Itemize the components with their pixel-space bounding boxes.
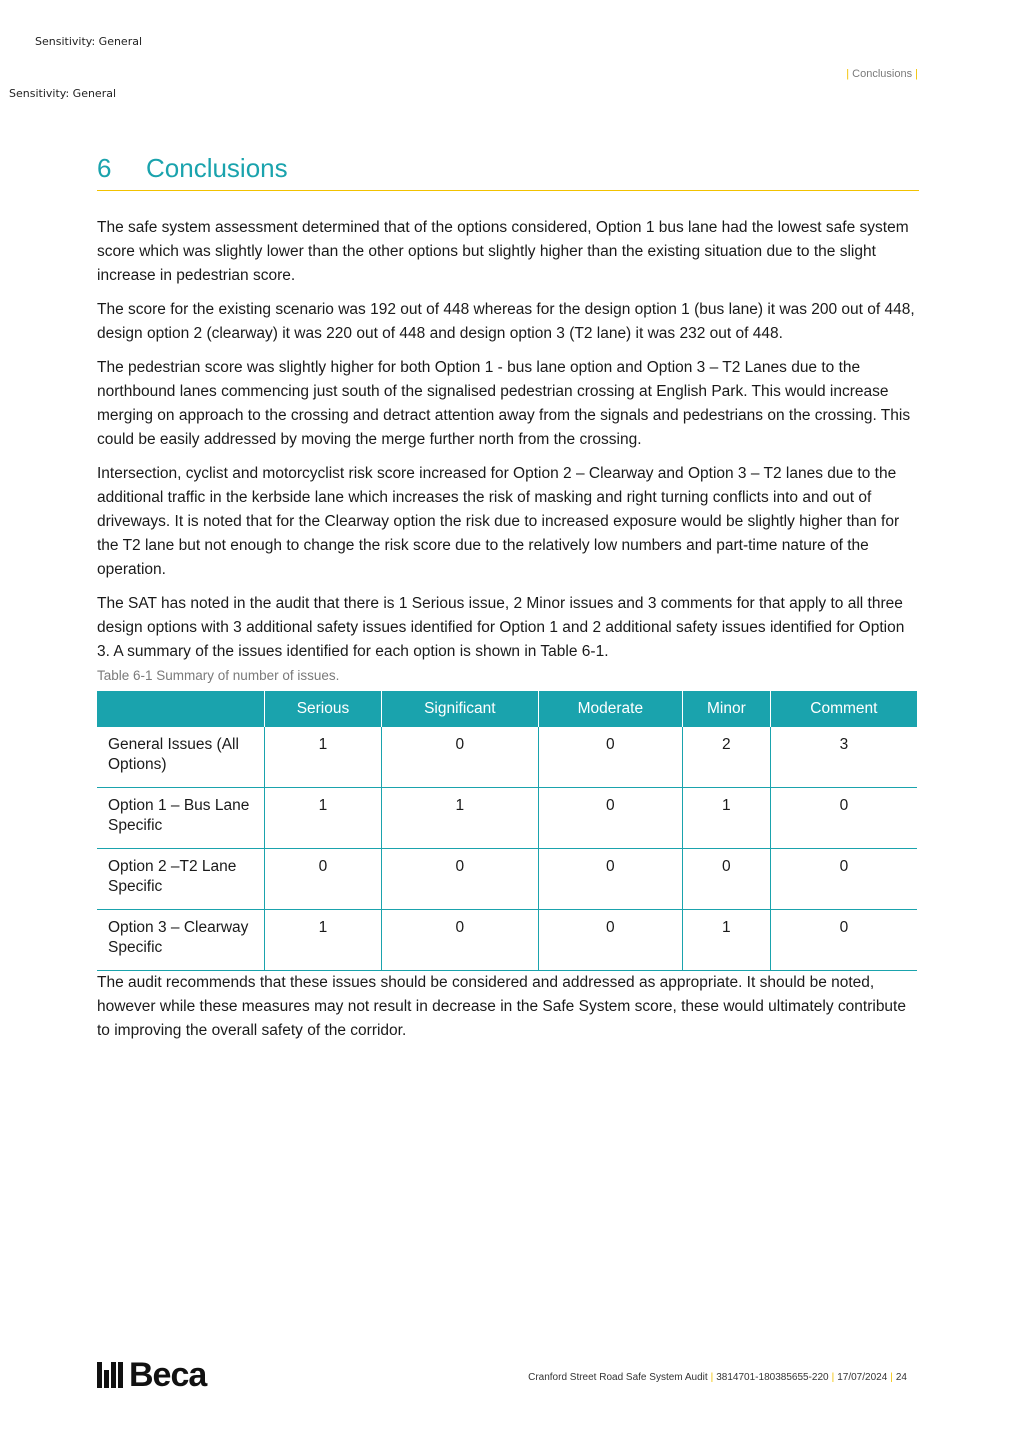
table-cell: 1 — [682, 910, 770, 971]
paragraph: The score for the existing scenario was 192 out of 448 whereas for the design option 1 (bus lane) it was 200 out of 448, design option 2 (clearway) it was 220 out of 448 and design option 3 (T2 lane) it was 232 out of 448. — [97, 301, 915, 342]
paragraph: The SAT has noted in the audit that there is 1 Serious issue, 2 Minor issues and 3 comments for that apply to all three design options with 3 additional safety issues identified for Option 1 and 2 additional safety issues identified for Option 3. A summary of the issues identified for each option is shown in Table 6-1. — [97, 595, 905, 660]
sensitivity-label-secondary: Sensitivity: General — [9, 87, 117, 100]
table-header-cell: Significant — [381, 691, 538, 727]
table-cell: 0 — [770, 788, 917, 849]
paragraph: Intersection, cyclist and motorcyclist risk score increased for Option 2 – Clearway and Option 3 – T2 lanes due to the additional traffic in the kerbside lane which increases the risk of masking and right turning conflicts into and out of driveways. It is noted that for the Clearway option the risk due to increased exposure would be slightly higher than for the T2 lane but not enough to change the risk score due to the relatively low numbers and part-time nature of the operation. — [97, 465, 900, 578]
table-cell: 2 — [682, 727, 770, 788]
table-cell: 0 — [682, 849, 770, 910]
footer-date: 17/07/2024 — [837, 1372, 888, 1383]
table-row — [97, 849, 917, 910]
table-cell: 1 — [265, 910, 382, 971]
closing-paragraph: The audit recommends that these issues should be considered and addressed as appropriate. It should be noted, however while these measures may not result in decrease in the Safe System score, these would ultimately contribute to improving the overall safety of the corridor. — [97, 974, 906, 1039]
table-header-row — [97, 691, 917, 727]
table-cell: 1 — [381, 788, 538, 849]
section-number: 6 — [97, 153, 112, 183]
running-header-text: Conclusions — [852, 68, 913, 80]
table-cell: 0 — [770, 849, 917, 910]
table-cell: 0 — [538, 727, 682, 788]
paragraph: The pedestrian score was slightly higher for both Option 1 - bus lane option and Option 3 – T2 Lanes due to the northbound lanes commencing just south of the signalised pedestrian crossing at English Park. This would increase merging on approach to the crossing and detract attention away from the signals and pedestrians on the crossing. This could be easily addressed by moving the merge further north from the crossing. — [97, 359, 911, 448]
body-content — [97, 216, 919, 1053]
table-header-cell: Moderate — [538, 691, 682, 727]
section-title: Conclusions — [146, 153, 288, 183]
table-cell: 1 — [265, 727, 382, 788]
paragraph: The safe system assessment determined that of the options considered, Option 1 bus lane had the lowest safe system score which was slightly lower than the other options but slightly higher than the existing situation due to the slight increase in pedestrian score. — [97, 219, 909, 284]
table-header-cell: Minor — [682, 691, 770, 727]
table-header-cell: Serious — [265, 691, 382, 727]
row-label: Option 3 – Clearway Specific — [97, 910, 265, 971]
table-cell: 1 — [265, 788, 382, 849]
running-header: | Conclusions | — [846, 68, 918, 80]
table-cell: 0 — [538, 788, 682, 849]
sensitivity-label: Sensitivity: General — [35, 35, 143, 48]
table-caption: Table 6-1 Summary of number of issues. — [97, 668, 340, 683]
table-row — [97, 788, 917, 849]
page-footer: Cranford Street Road Safe System Audit | 3814701-180385655-220 | 17/07/2024 | 24 — [528, 1372, 907, 1383]
beca-logo-icon — [97, 1362, 123, 1388]
table-cell: 0 — [538, 849, 682, 910]
table-row — [97, 910, 917, 971]
beca-logo — [97, 1356, 207, 1394]
table-cell: 0 — [538, 910, 682, 971]
table-cell: 0 — [381, 727, 538, 788]
logo-text: Beca — [129, 1356, 207, 1394]
table-cell: 3 — [770, 727, 917, 788]
row-label: Option 2 –T2 Lane Specific — [97, 849, 265, 910]
table-header-cell: Comment — [770, 691, 917, 727]
table-cell: 0 — [770, 910, 917, 971]
section-heading — [97, 153, 919, 191]
footer-reference: 3814701-180385655-220 — [716, 1372, 829, 1383]
table-cell: 1 — [682, 788, 770, 849]
table-cell: 0 — [381, 849, 538, 910]
table-cell: 0 — [381, 910, 538, 971]
footer-document-title: Cranford Street Road Safe System Audit — [528, 1372, 708, 1383]
table-row — [97, 727, 917, 788]
table-header-cell — [97, 691, 265, 727]
page-number: 24 — [895, 1372, 907, 1383]
table-cell: 0 — [265, 849, 382, 910]
issues-table — [97, 691, 917, 971]
row-label: General Issues (All Options) — [97, 727, 265, 788]
row-label: Option 1 – Bus Lane Specific — [97, 788, 265, 849]
